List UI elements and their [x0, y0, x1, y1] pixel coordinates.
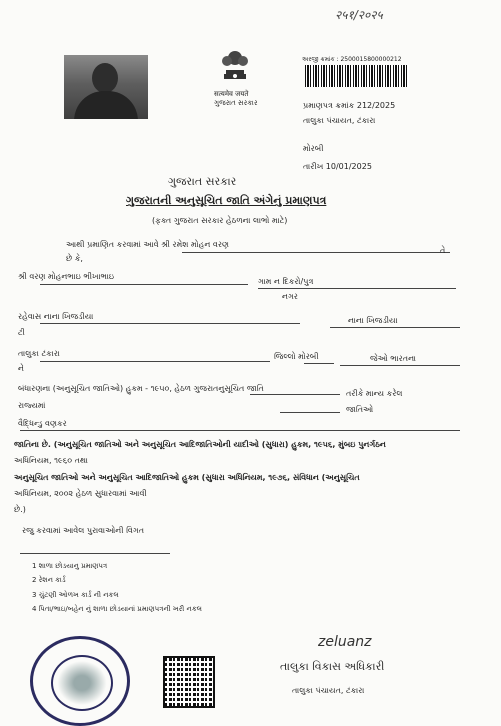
para-4: અધિનિયમ, ૨૦૦૨ હેઠળ સુધારવામાં આવી — [14, 489, 147, 498]
nagar-text: નગર — [282, 292, 298, 301]
rajya-text: રાજ્યમાં — [18, 401, 46, 410]
evidence-item-2: 2 રેશન કાર્ડ — [32, 576, 66, 584]
photo-head — [92, 63, 118, 93]
handwritten-number: २५१/२०२५ — [335, 8, 383, 22]
place: મોરબી — [303, 144, 324, 153]
jatio-text: જાતિઓ — [346, 405, 374, 414]
photo-body — [74, 91, 138, 119]
gov-title: ગુજરાત સરકાર — [168, 175, 237, 188]
certificate-title: ગુજરાતની અનુસૂચિત જાતિ અંગેનું પ્રમાણપત્ર — [126, 194, 327, 207]
header-office: તાલુકા પંચાયત, ટંકારા — [303, 116, 376, 125]
signature: zeluanz — [318, 634, 372, 650]
resident-suffix: ટી — [18, 328, 25, 337]
caste-name: વૈદ્ધિન્ડુ વણકર — [18, 419, 67, 428]
evidence-title: રજુ કરવામાં આવેલ પુરાવાઓની વિગત — [22, 526, 145, 535]
constitution-line: બંધારણના (અનુસૂચિત જાતિઓ) હુકમ - ૧૯૫૦, હેઠળ ગુજરાતનુસૂચિત જાતિ — [18, 384, 264, 393]
village-name: નાના ખિજડીયા — [348, 316, 398, 325]
certificate-subtitle: (ફક્ત ગુજરાત સરકાર હેઠળના લાભો માટે) — [152, 216, 288, 225]
office-seal — [30, 636, 130, 726]
taluka: તાલુકા ટંકારા — [18, 349, 60, 358]
issue-date: તારીખ 10/01/2025 — [303, 162, 372, 171]
district: જિલ્લો મોરબી — [274, 352, 319, 361]
emblem-subcaption: ગુજરાત સરકાર — [214, 99, 258, 107]
qr-code — [163, 656, 215, 708]
para-3: અનુસૂચિત જાતિઓ અને અનુસૂચિત આદિજાતિઓ હુકમ (સુધારા અધિનિયમ, ૧૯૭૬, સંવિધાન (અનુસૂચિત — [14, 473, 360, 482]
emblem-icon — [212, 44, 258, 90]
para-2: અધિનિયમ, ૧૯૬૦ તથા — [14, 456, 88, 465]
resident-of: રહેવાસ નાના ખિજડીયા — [18, 312, 94, 321]
para-1: જાતિના છે. (અનુસૂચિત જાતિઓ અને અનુસૂચિત આદિજાતિઓની યાદીઓ (સુધારા) હુકમ, ૧૯૫૬, મુંબઇ પુનર્ગઠન — [14, 440, 386, 449]
chhe-text: છે કે, — [66, 254, 83, 263]
emblem-caption: सत्यमेव जयते — [214, 90, 249, 98]
footer-office: તાલુકા પંચાયત, ટંકારા — [292, 686, 365, 695]
gam-relation: ગામ ન દિકરો/પુત્ર — [258, 277, 314, 286]
applicant-photo — [64, 55, 148, 119]
barcode — [305, 65, 409, 87]
barcode-label: અરજી ક્રમાંક : 2500015800000212 — [302, 56, 402, 63]
certificate-number: પ્રમાણપત્ર ક્રમાંક 212/2025 — [303, 101, 396, 110]
state-text: જેઓ ભારતના — [370, 354, 417, 363]
recognized-text: તરીકે માન્ય કરેલ — [346, 389, 403, 398]
taluka-suffix: ને — [18, 364, 24, 373]
evidence-item-4: 4 પિતા/ભાઇ/બહેન નું શાળા છોડયાનાં પ્રમાણપત્રની ખરી નકલ — [32, 605, 202, 613]
father-name: શ્રી વરણ મોહનભાઇ ભીખાભાઇ — [18, 272, 115, 281]
para-5: છે.) — [14, 505, 26, 514]
officer-title: તાલુકા વિકાસ અધિકારી — [280, 660, 385, 673]
te-text: તે — [440, 246, 446, 255]
certify-line: આથી પ્રમાણિત કરવામાં આવે શ્રી રમેશ મોહન વરણ — [66, 240, 229, 249]
evidence-item-1: 1 શાળા છોડયાનુ પ્રમાણપત્ર — [32, 562, 108, 570]
evidence-item-3: 3 ચુંટણી ઓળખ કાર્ડ ની નકલ — [32, 591, 119, 599]
